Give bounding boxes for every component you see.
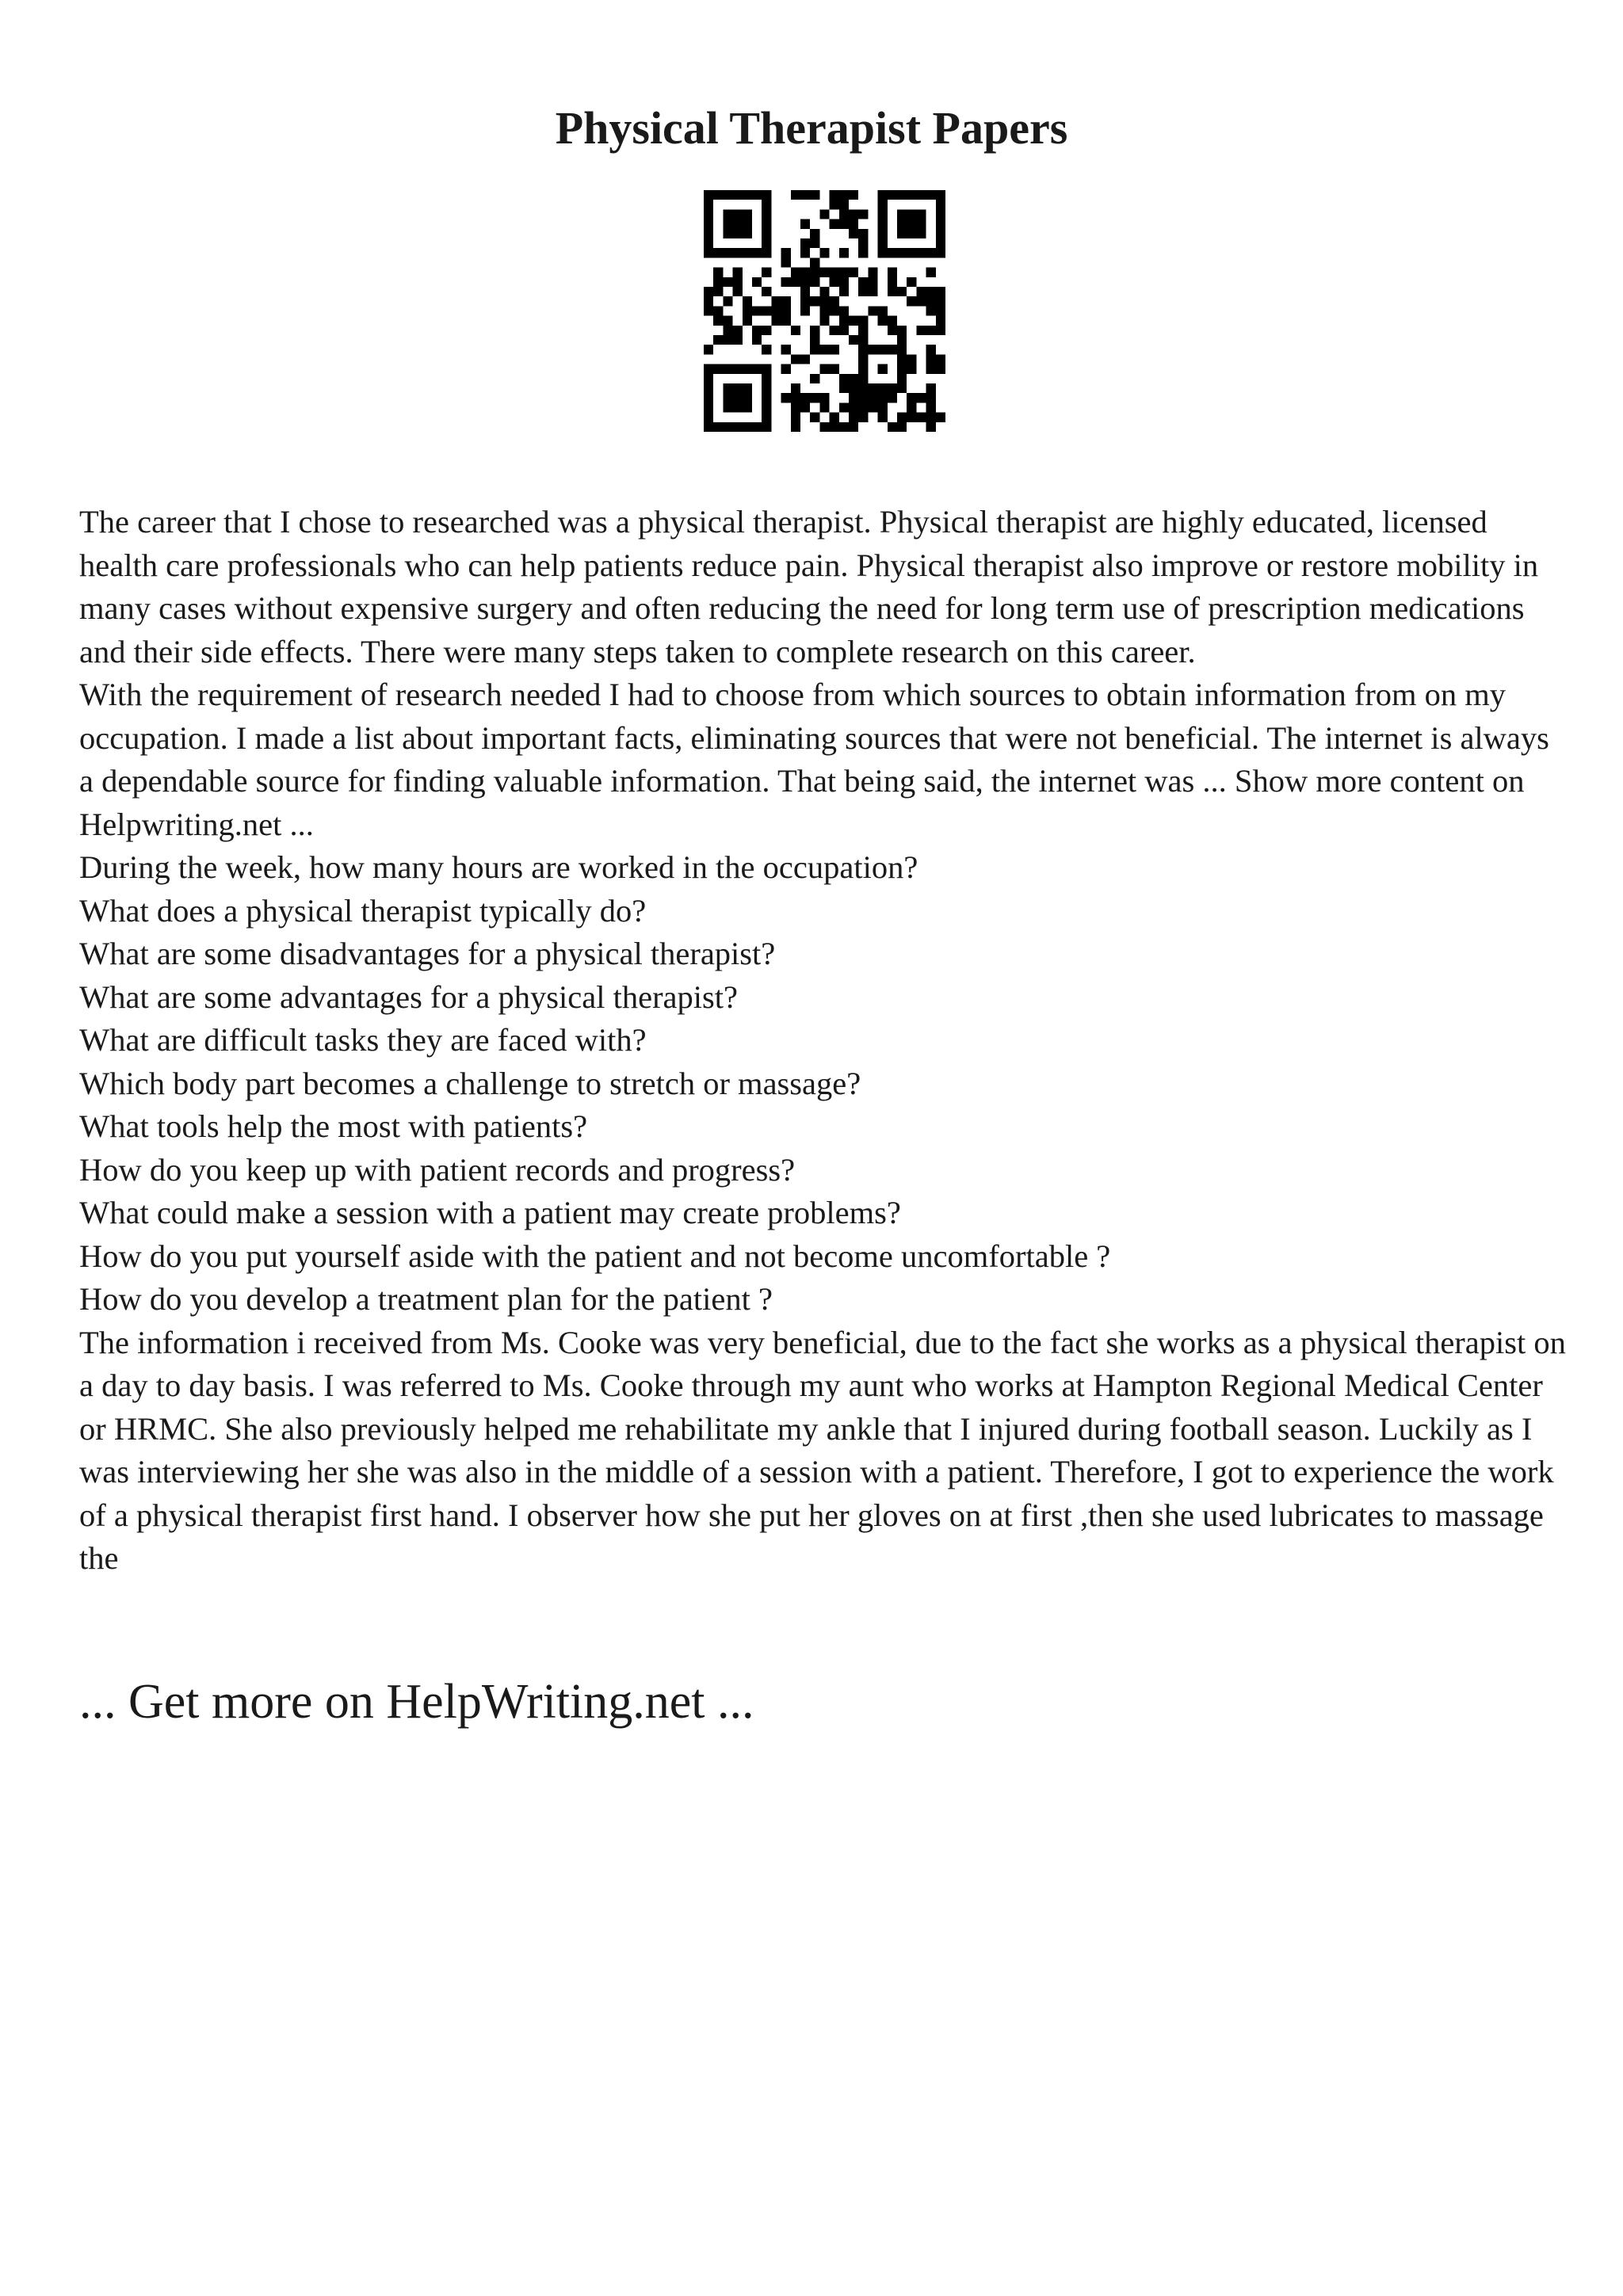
body-text <box>79 501 1569 1581</box>
get-more-link[interactable]: ... Get more on HelpWriting.net ... <box>79 1675 754 1729</box>
qr-code-icon <box>704 190 945 432</box>
question-item: How do you put yourself aside with the patient and not become uncomfortable ? <box>79 1238 1111 1274</box>
question-item: How do you develop a treatment plan for the patient ? <box>79 1281 773 1317</box>
question-item: What are some advantages for a physical therapist? <box>79 978 739 1015</box>
paragraph: The information i received from Ms. Cooke was very beneficial, due to the fact she works as a physical therapist on a day to day basis. I was referred to Ms. Cooke through my aunt who works at Hampton Regional Medical Center or HRMC. She also previously helped me rehabilitate my ankle that I injured during football season. Luckily as I was interviewing her she was also in the middle of a session with a patient. Therefore, I got to experience the work of a physical therapist first hand. I observer how she put her gloves on at first ,then she used lubricates to massage the <box>79 1324 1566 1576</box>
question-item: What are difficult tasks they are faced with? <box>79 1022 647 1058</box>
page-title: Physical Therapist Papers <box>555 102 1068 154</box>
paragraph: With the requirement of research needed I had to choose from which sources to obtain information from on my occupation. I made a list about important facts, eliminating sources that were not beneficial. The internet is always a dependable source for finding valuable information. That being said, the internet was ... Show more content on Helpwriting.net ... <box>79 677 1549 842</box>
question-item: What does a physical therapist typically do? <box>79 892 647 929</box>
question-item: How do you keep up with patient records and progress? <box>79 1151 796 1188</box>
question-item: What could make a session with a patient may create problems? <box>79 1195 901 1230</box>
question-item: Which body part becomes a challenge to stretch or massage? <box>79 1065 861 1101</box>
question-item: What tools help the most with patients? <box>79 1108 588 1144</box>
question-item: What are some disadvantages for a physical therapist? <box>79 936 776 971</box>
question-item: During the week, how many hours are worked in the occupation? <box>79 849 918 885</box>
paragraph: The career that I chose to researched was a physical therapist. Physical therapist are highly educated, licensed health care professionals who can help patients reduce pain. Physical therapist also improve or restore mobility in many cases without expensive surgery and often reducing the need for long term use of prescription medications and their side effects. There were many steps taken to complete research on this career. <box>79 504 1539 669</box>
